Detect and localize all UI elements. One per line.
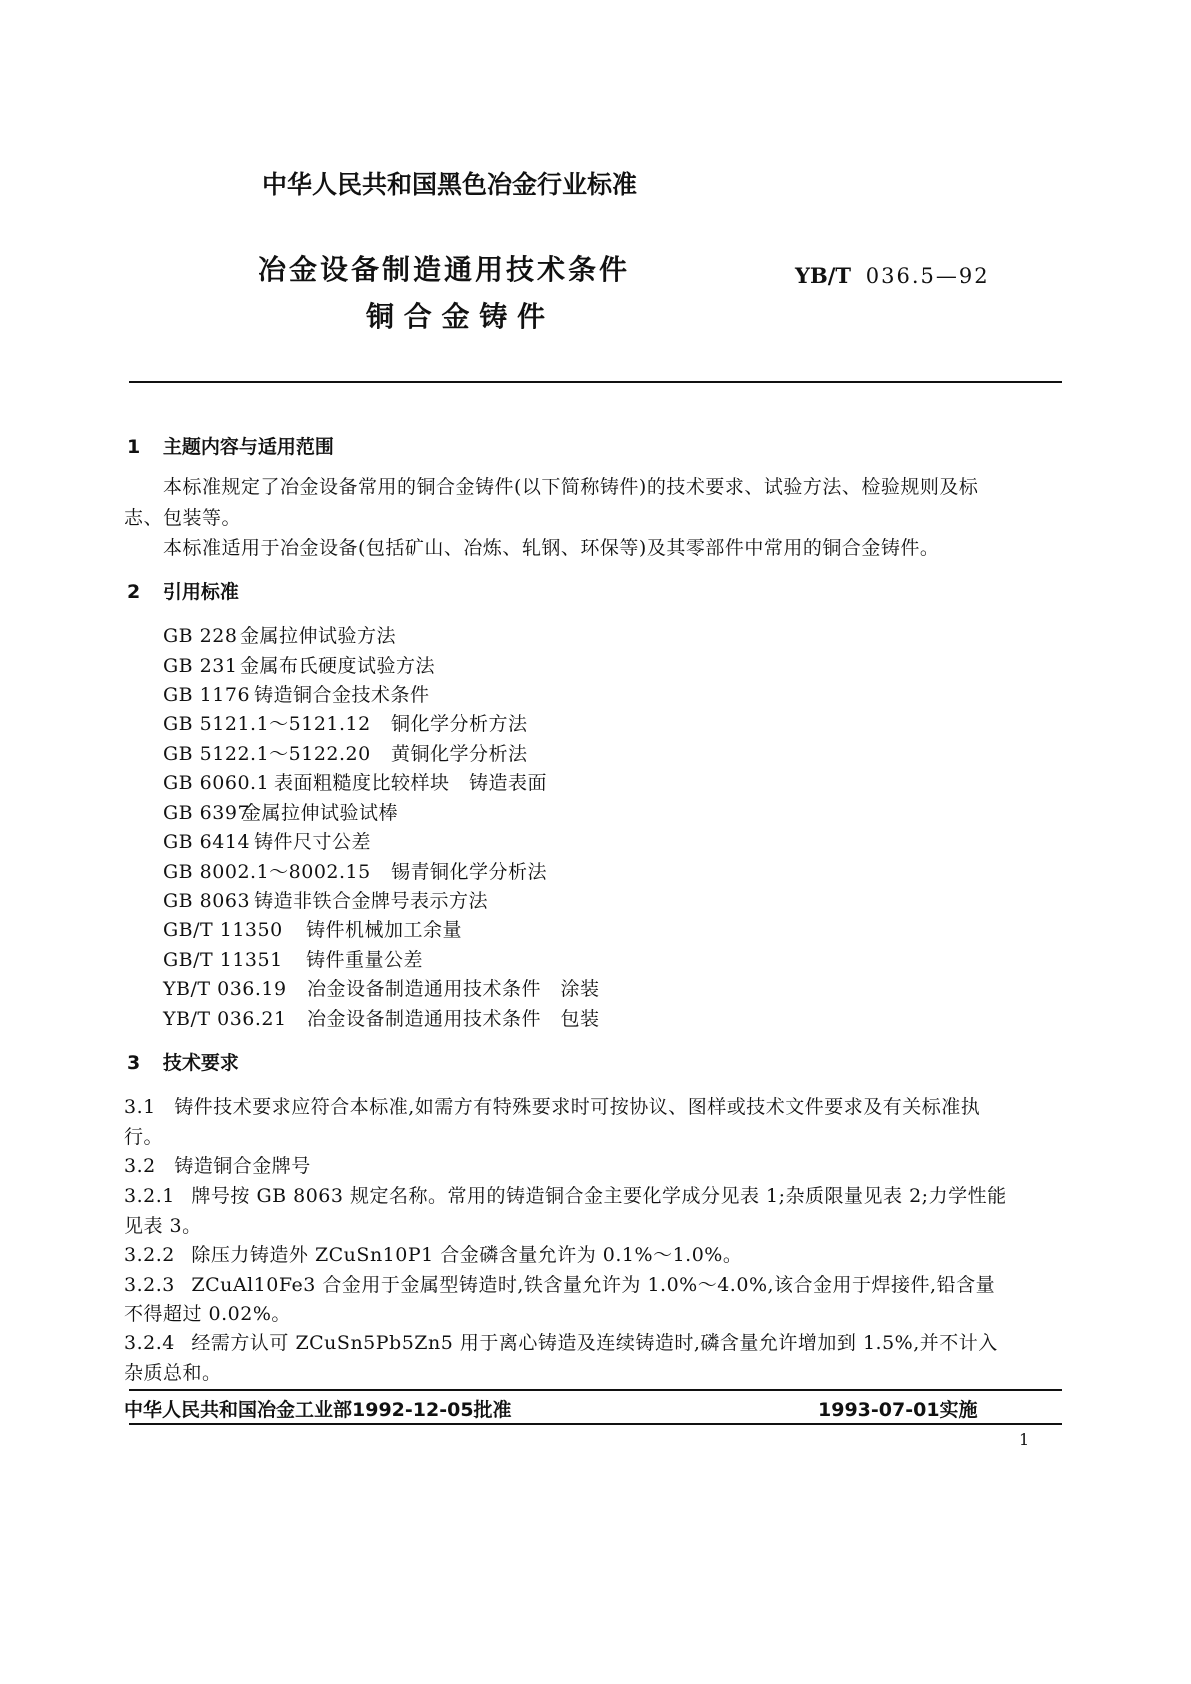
reference-code: GB 6414: [163, 831, 251, 853]
clause-text: 除压力铸造外 ZCuSn10P1 合金磷含量允许为 0.1%～1.0%。: [191, 1244, 743, 1266]
clause-3-2-4-line-2: 杂质总和。: [124, 1362, 222, 1384]
section-3-number: 3: [127, 1052, 141, 1074]
reference-item: [163, 798, 398, 825]
clause-number: 3.1: [124, 1096, 156, 1118]
reference-title: 冶金设备制造通用技术条件 涂装: [307, 978, 600, 1000]
clause-number: 3.2: [124, 1155, 156, 1177]
reference-title: 铸件机械加工余量: [306, 919, 463, 941]
clause-3-2-3-line-2: 不得超过 0.02%。: [124, 1303, 291, 1325]
clause-3-2: [124, 1151, 311, 1178]
section-3-heading: [127, 1048, 239, 1075]
clause-3-1-line-2: 行。: [124, 1126, 164, 1148]
reference-item: [163, 739, 528, 766]
clause-3-2-2: [124, 1240, 742, 1267]
section-2-number: 2: [127, 581, 141, 603]
page-number: 1: [1019, 1430, 1030, 1449]
reference-title: 金属拉伸试验试棒: [242, 802, 399, 824]
standard-prefix: YB/T: [795, 263, 852, 288]
section-1-heading: [127, 432, 334, 459]
reference-item: [163, 1004, 600, 1031]
clause-3-2-4-line-1: [124, 1328, 998, 1355]
clause-3-2-1-line-1: [124, 1181, 1007, 1208]
clause-number: 3.2.4: [124, 1332, 175, 1354]
document-title: 冶金设备制造通用技术条件: [258, 253, 631, 286]
reference-item: [163, 709, 528, 736]
section-1-paragraph-2: 本标准适用于冶金设备(包括矿山、冶炼、轧钢、环保等)及其零部件中常用的铜合金铸件。: [163, 537, 940, 559]
section-2-heading: [127, 577, 239, 604]
document-subtitle: 铜 合 金 铸 件: [366, 300, 545, 333]
reference-code: GB/T 11350: [163, 919, 283, 941]
standard-number: [795, 263, 990, 288]
reference-title: 表面粗糙度比较样块 铸造表面: [274, 772, 548, 794]
reference-title: 锡青铜化学分析法: [391, 861, 548, 883]
reference-title: 铜化学分析方法: [391, 713, 528, 735]
reference-code: GB 5121.1～5121.12: [163, 713, 371, 735]
reference-item: [163, 915, 462, 942]
reference-item: [163, 945, 423, 972]
reference-item: [163, 857, 547, 884]
approval-statement: 中华人民共和国冶金工业部1992-12-05批准: [124, 1399, 512, 1421]
section-3-title: 技术要求: [162, 1052, 239, 1074]
issuing-body: 中华人民共和国黑色冶金行业标准: [262, 170, 638, 199]
reference-title: 黄铜化学分析法: [391, 743, 528, 765]
reference-code: GB 8063: [163, 890, 251, 912]
clause-text: 铸件技术要求应符合本标准,如需方有特殊要求时可按协议、图样或技术文件要求及有关标准执: [174, 1096, 981, 1118]
reference-title: 金属拉伸试验方法: [240, 625, 397, 647]
footer-divider: [129, 1389, 1062, 1391]
reference-title: 铸件尺寸公差: [254, 831, 372, 853]
reference-code: GB 228: [163, 625, 238, 647]
reference-item: [163, 680, 430, 707]
reference-code: YB/T 036.21: [163, 1008, 287, 1030]
reference-item: [163, 827, 371, 854]
section-1-title: 主题内容与适用范围: [162, 436, 334, 458]
reference-title: 铸件重量公差: [306, 949, 424, 971]
reference-code: GB 231: [163, 655, 238, 677]
clause-text: 牌号按 GB 8063 规定名称。常用的铸造铜合金主要化学成分见表 1;杂质限量见表 2;力学性能: [191, 1185, 1007, 1207]
clause-text: 经需方认可 ZCuSn5Pb5Zn5 用于离心铸造及连续铸造时,磷含量允许增加到 1.5%,并不计入: [191, 1332, 998, 1354]
reference-code: GB/T 11351: [163, 949, 283, 971]
reference-title: 铸造铜合金技术条件: [254, 684, 430, 706]
reference-item: [163, 621, 396, 648]
clause-3-1-line-1: [124, 1092, 980, 1119]
effective-date: 1993-07-01实施: [818, 1399, 978, 1421]
reference-title: 冶金设备制造通用技术条件 包装: [307, 1008, 600, 1030]
section-1-paragraph-1-line-1: 本标准规定了冶金设备常用的铜合金铸件(以下简称铸件)的技术要求、试验方法、检验规则及标: [163, 476, 979, 498]
clause-number: 3.2.1: [124, 1185, 175, 1207]
reference-code: GB 6060.1: [163, 772, 270, 794]
reference-code: YB/T 036.19: [163, 978, 287, 1000]
standard-code: 036.5—92: [865, 264, 990, 288]
clause-text: 铸造铜合金牌号: [174, 1155, 311, 1177]
reference-code: GB 5122.1～5122.20: [163, 743, 371, 765]
clause-3-2-1-line-2: 见表 3。: [124, 1215, 202, 1237]
section-1-paragraph-1-line-2: 志、包装等。: [124, 507, 242, 529]
reference-item: [163, 651, 435, 678]
reference-title: 铸造非铁合金牌号表示方法: [254, 890, 489, 912]
reference-code: GB 1176: [163, 684, 251, 706]
reference-title: 金属布氏硬度试验方法: [240, 655, 436, 677]
clause-text: ZCuAl10Fe3 合金用于金属型铸造时,铁含量允许为 1.0%～4.0%,该合金用于焊接件,铅含量: [191, 1274, 996, 1296]
clause-number: 3.2.3: [124, 1274, 175, 1296]
reference-item: [163, 974, 600, 1001]
reference-code: GB 8002.1～8002.15: [163, 861, 371, 883]
clause-number: 3.2.2: [124, 1244, 175, 1266]
reference-code: GB 6397: [163, 802, 251, 824]
reference-item: [163, 768, 547, 795]
reference-item: [163, 886, 488, 913]
header-divider: [129, 381, 1062, 383]
footer-bottom-rule: [129, 1423, 1062, 1425]
clause-3-2-3-line-1: [124, 1270, 995, 1297]
section-1-number: 1: [127, 436, 141, 458]
section-2-title: 引用标准: [162, 581, 239, 603]
